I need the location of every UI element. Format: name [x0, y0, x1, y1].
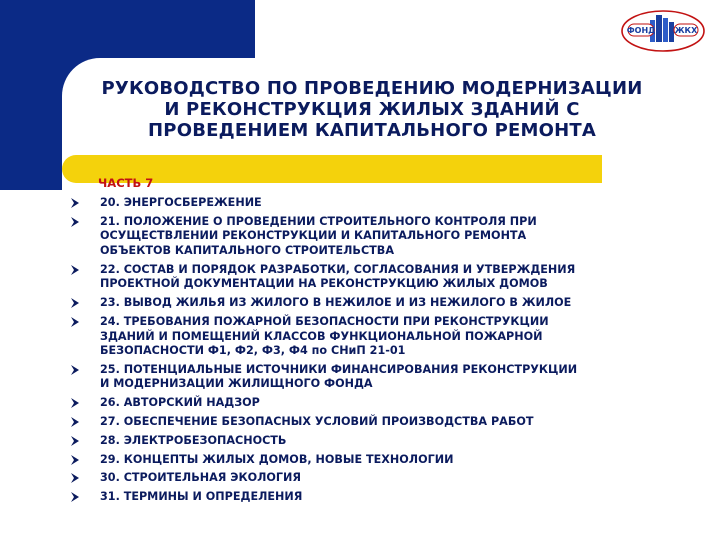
list-item	[70, 263, 630, 292]
list-item	[70, 434, 630, 449]
arrowhead-bullet-icon	[70, 491, 80, 503]
title-line: РУКОВОДСТВО ПО ПРОВЕДЕНИЮ МОДЕРНИЗАЦИИ	[101, 78, 643, 99]
list-item-text: БЕЗОПАСНОСТИ Ф1, Ф2, Ф3, Ф4 по СНиП 21-01	[100, 344, 406, 358]
list-item-text: 20. ЭНЕРГОСБЕРЕЖЕНИЕ	[100, 196, 262, 209]
arrowhead-bullet-icon	[70, 397, 80, 409]
list-item-text: 27. ОБЕСПЕЧЕНИЕ БЕЗОПАСНЫХ УСЛОВИЙ ПРОИЗВОДСТВА РАБОТ	[100, 415, 534, 429]
list-item-text: 31. ТЕРМИНЫ И ОПРЕДЕЛЕНИЯ	[100, 490, 303, 504]
list-item	[70, 296, 630, 311]
arrowhead-bullet-icon	[70, 297, 80, 309]
list-item-text: ПРОЕКТНОЙ ДОКУМЕНТАЦИИ НА РЕКОНСТРУКЦИЮ ЖИЛЫХ ДОМОВ	[100, 277, 548, 291]
list-item-text: 22. СОСТАВ И ПОРЯДОК РАЗРАБОТКИ, СОГЛАСОВАНИЯ И УТВЕРЖДЕНИЯ	[100, 262, 576, 276]
arrowhead-bullet-icon	[70, 435, 80, 447]
list-item-text: 29. КОНЦЕПТЫ ЖИЛЫХ ДОМОВ, НОВЫЕ ТЕХНОЛОГИИ	[100, 452, 454, 466]
list-item-text: 26. АВТОРСКИЙ НАДЗОР	[100, 396, 260, 410]
title-line: ПРОВЕДЕНИЕМ КАПИТАЛЬНОГО РЕМОНТА	[148, 120, 596, 141]
logo-text-right: ЖКХ	[674, 26, 698, 35]
list-item-text: 30. СТРОИТЕЛЬНАЯ ЭКОЛОГИЯ	[100, 471, 302, 485]
arrowhead-bullet-icon	[70, 216, 80, 228]
list-item	[70, 196, 630, 211]
arrowhead-bullet-icon	[70, 416, 80, 428]
arrowhead-bullet-icon	[70, 454, 80, 466]
list-item	[70, 315, 630, 359]
list-item-text: ЗДАНИЙ И ПОМЕЩЕНИЙ КЛАССОВ ФУНКЦИОНАЛЬНОЙ ПОЖАРНОЙ	[100, 329, 543, 343]
slide-title	[72, 78, 672, 141]
list-item-text: И МОДЕРНИЗАЦИИ ЖИЛИЩНОГО ФОНДА	[100, 377, 373, 391]
list-item-text: 25. ПОТЕНЦИАЛЬНЫЕ ИСТОЧНИКИ ФИНАНСИРОВАНИЯ РЕКОНСТРУКЦИИ	[100, 362, 578, 376]
arrowhead-bullet-icon	[70, 364, 80, 376]
list-item-text: ОСУЩЕСТВЛЕНИИ РЕКОНСТРУКЦИИ И КАПИТАЛЬНОГО РЕМОНТА	[100, 229, 527, 243]
list-item	[70, 363, 630, 392]
arrowhead-bullet-icon	[70, 264, 80, 276]
list-item	[70, 215, 630, 259]
list-item-text: 28. ЭЛЕКТРОБЕЗОПАСНОСТЬ	[100, 433, 287, 447]
part-label: ЧАСТЬ 7	[98, 176, 154, 190]
list-item	[70, 415, 630, 430]
list-item	[70, 471, 630, 486]
list-item	[70, 453, 630, 468]
list-item	[70, 396, 630, 411]
list-item-text: ОБЪЕКТОВ КАПИТАЛЬНОГО СТРОИТЕЛЬСТВА	[100, 243, 394, 257]
fond-logo	[620, 6, 706, 56]
list-item-text: 21. ПОЛОЖЕНИЕ О ПРОВЕДЕНИИ СТРОИТЕЛЬНОГО КОНТРОЛЯ ПРИ	[100, 214, 537, 228]
title-line: И РЕКОНСТРУКЦИЯ ЖИЛЫХ ЗДАНИЙ С	[164, 99, 580, 120]
arrowhead-bullet-icon	[70, 472, 80, 484]
arrowhead-bullet-icon	[70, 197, 80, 209]
list-item	[70, 490, 630, 505]
arrowhead-bullet-icon	[70, 316, 80, 328]
chapter-list	[70, 196, 630, 509]
list-item-text: 24. ТРЕБОВАНИЯ ПОЖАРНОЙ БЕЗОПАСНОСТИ ПРИ РЕКОНСТРУКЦИИ	[100, 314, 549, 328]
decor-navy-left	[0, 0, 62, 190]
logo-text-left: ФОНД	[626, 26, 656, 35]
list-item-text: 23. ВЫВОД ЖИЛЬЯ ИЗ ЖИЛОГО В НЕЖИЛОЕ И ИЗ НЕЖИЛОГО В ЖИЛОЕ	[100, 296, 572, 310]
